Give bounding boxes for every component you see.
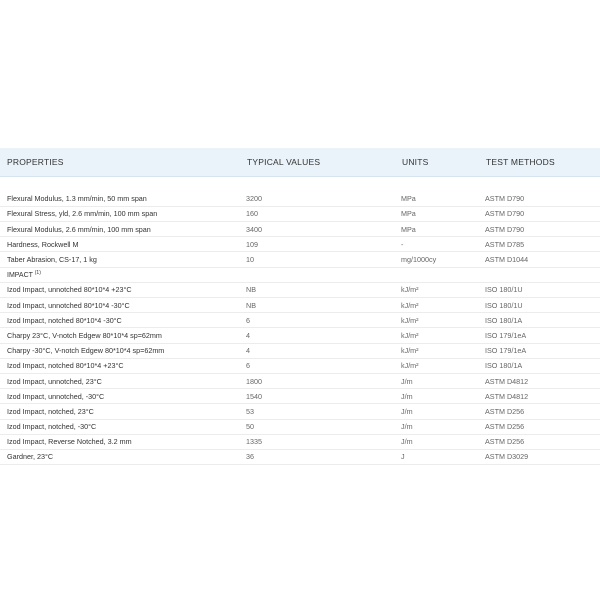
table-row: [0, 373, 600, 388]
unit-cell: MPa: [395, 191, 479, 206]
property-cell: Charpy 23°C, V-notch Edgew 80*10*4 sp=62mm: [0, 328, 240, 343]
table-body: [0, 176, 600, 465]
table-header: [0, 148, 600, 176]
method-cell: ASTM D4812: [479, 373, 600, 388]
method-cell: ASTM D256: [479, 419, 600, 434]
value-cell: 1800: [240, 373, 395, 388]
table-row: [0, 343, 600, 358]
value-cell: 10: [240, 252, 395, 267]
unit-cell: kJ/m²: [395, 358, 479, 373]
value-cell: 4: [240, 328, 395, 343]
properties-table: [0, 148, 600, 465]
table-row: [0, 358, 600, 373]
method-cell: ISO 180/1A: [479, 358, 600, 373]
property-cell: Izod Impact, notched, 23°C: [0, 404, 240, 419]
table-row: [0, 313, 600, 328]
unit-cell: J: [395, 449, 479, 464]
method-cell: ASTM D3029: [479, 449, 600, 464]
method-cell: ISO 180/1U: [479, 298, 600, 313]
table-row: [0, 298, 600, 313]
section-footnote: (1): [34, 270, 41, 277]
section-label: [0, 267, 600, 282]
unit-cell: kJ/m²: [395, 313, 479, 328]
property-cell: Flexural Stress, yld, 2.6 mm/min, 100 mm span: [0, 206, 240, 221]
unit-cell: J/m: [395, 404, 479, 419]
table-row: [0, 206, 600, 221]
value-cell: 3200: [240, 191, 395, 206]
unit-cell: J/m: [395, 434, 479, 449]
method-cell: ASTM D785: [479, 237, 600, 252]
method-cell: ISO 180/1U: [479, 282, 600, 297]
table-row: [0, 328, 600, 343]
value-cell: 3400: [240, 222, 395, 237]
method-cell: ASTM D790: [479, 191, 600, 206]
unit-cell: J/m: [395, 373, 479, 388]
property-cell: Izod Impact, notched 80*10*4 -30°C: [0, 313, 240, 328]
property-cell: Flexural Modulus, 2.6 mm/min, 100 mm span: [0, 222, 240, 237]
table-row: [0, 191, 600, 206]
method-cell: ASTM D790: [479, 206, 600, 221]
property-cell: Gardner, 23°C: [0, 449, 240, 464]
method-cell: ISO 180/1A: [479, 313, 600, 328]
property-cell: Izod Impact, unnotched 80*10*4 -30°C: [0, 298, 240, 313]
table-row: [0, 449, 600, 464]
property-cell: Izod Impact, notched 80*10*4 +23°C: [0, 358, 240, 373]
value-cell: 1540: [240, 389, 395, 404]
table-row: [0, 282, 600, 297]
unit-cell: -: [395, 237, 479, 252]
value-cell: NB: [240, 282, 395, 297]
value-cell: 53: [240, 404, 395, 419]
value-cell: 50: [240, 419, 395, 434]
unit-cell: J/m: [395, 419, 479, 434]
header-properties: PROPERTIES: [0, 148, 240, 176]
value-cell: 4: [240, 343, 395, 358]
method-cell: ASTM D256: [479, 434, 600, 449]
header-units: UNITS: [395, 148, 479, 176]
unit-cell: MPa: [395, 206, 479, 221]
property-cell: Hardness, Rockwell M: [0, 237, 240, 252]
property-cell: Izod Impact, Reverse Notched, 3.2 mm: [0, 434, 240, 449]
unit-cell: kJ/m²: [395, 343, 479, 358]
table-row: [0, 434, 600, 449]
table-row: [0, 252, 600, 267]
properties-table-container: [0, 148, 600, 465]
unit-cell: J/m: [395, 389, 479, 404]
unit-cell: kJ/m²: [395, 282, 479, 297]
property-cell: Izod Impact, unnotched, -30°C: [0, 389, 240, 404]
method-cell: ASTM D4812: [479, 389, 600, 404]
method-cell: ISO 179/1eA: [479, 343, 600, 358]
unit-cell: MPa: [395, 222, 479, 237]
table-row: [0, 404, 600, 419]
table-row: [0, 222, 600, 237]
value-cell: 109: [240, 237, 395, 252]
property-cell: Flexural Modulus, 1.3 mm/min, 50 mm span: [0, 191, 240, 206]
value-cell: 6: [240, 358, 395, 373]
method-cell: ASTM D790: [479, 222, 600, 237]
table-row: [0, 419, 600, 434]
value-cell: 1335: [240, 434, 395, 449]
unit-cell: kJ/m²: [395, 328, 479, 343]
value-cell: NB: [240, 298, 395, 313]
section-label-text: IMPACT: [7, 272, 33, 280]
property-cell: Izod Impact, notched, -30°C: [0, 419, 240, 434]
section-row-impact: [0, 267, 600, 282]
spacer-row: [0, 176, 600, 191]
unit-cell: mg/1000cy: [395, 252, 479, 267]
header-typical-values: TYPICAL VALUES: [240, 148, 395, 176]
value-cell: 160: [240, 206, 395, 221]
header-row: [0, 148, 600, 176]
unit-cell: kJ/m²: [395, 298, 479, 313]
property-cell: Charpy -30°C, V-notch Edgew 80*10*4 sp=62mm: [0, 343, 240, 358]
table-row: [0, 237, 600, 252]
property-cell: Taber Abrasion, CS-17, 1 kg: [0, 252, 240, 267]
method-cell: ISO 179/1eA: [479, 328, 600, 343]
value-cell: 36: [240, 449, 395, 464]
table-row: [0, 389, 600, 404]
header-test-methods: TEST METHODS: [479, 148, 600, 176]
method-cell: ASTM D1044: [479, 252, 600, 267]
property-cell: Izod Impact, unnotched, 23°C: [0, 373, 240, 388]
value-cell: 6: [240, 313, 395, 328]
property-cell: Izod Impact, unnotched 80*10*4 +23°C: [0, 282, 240, 297]
method-cell: ASTM D256: [479, 404, 600, 419]
